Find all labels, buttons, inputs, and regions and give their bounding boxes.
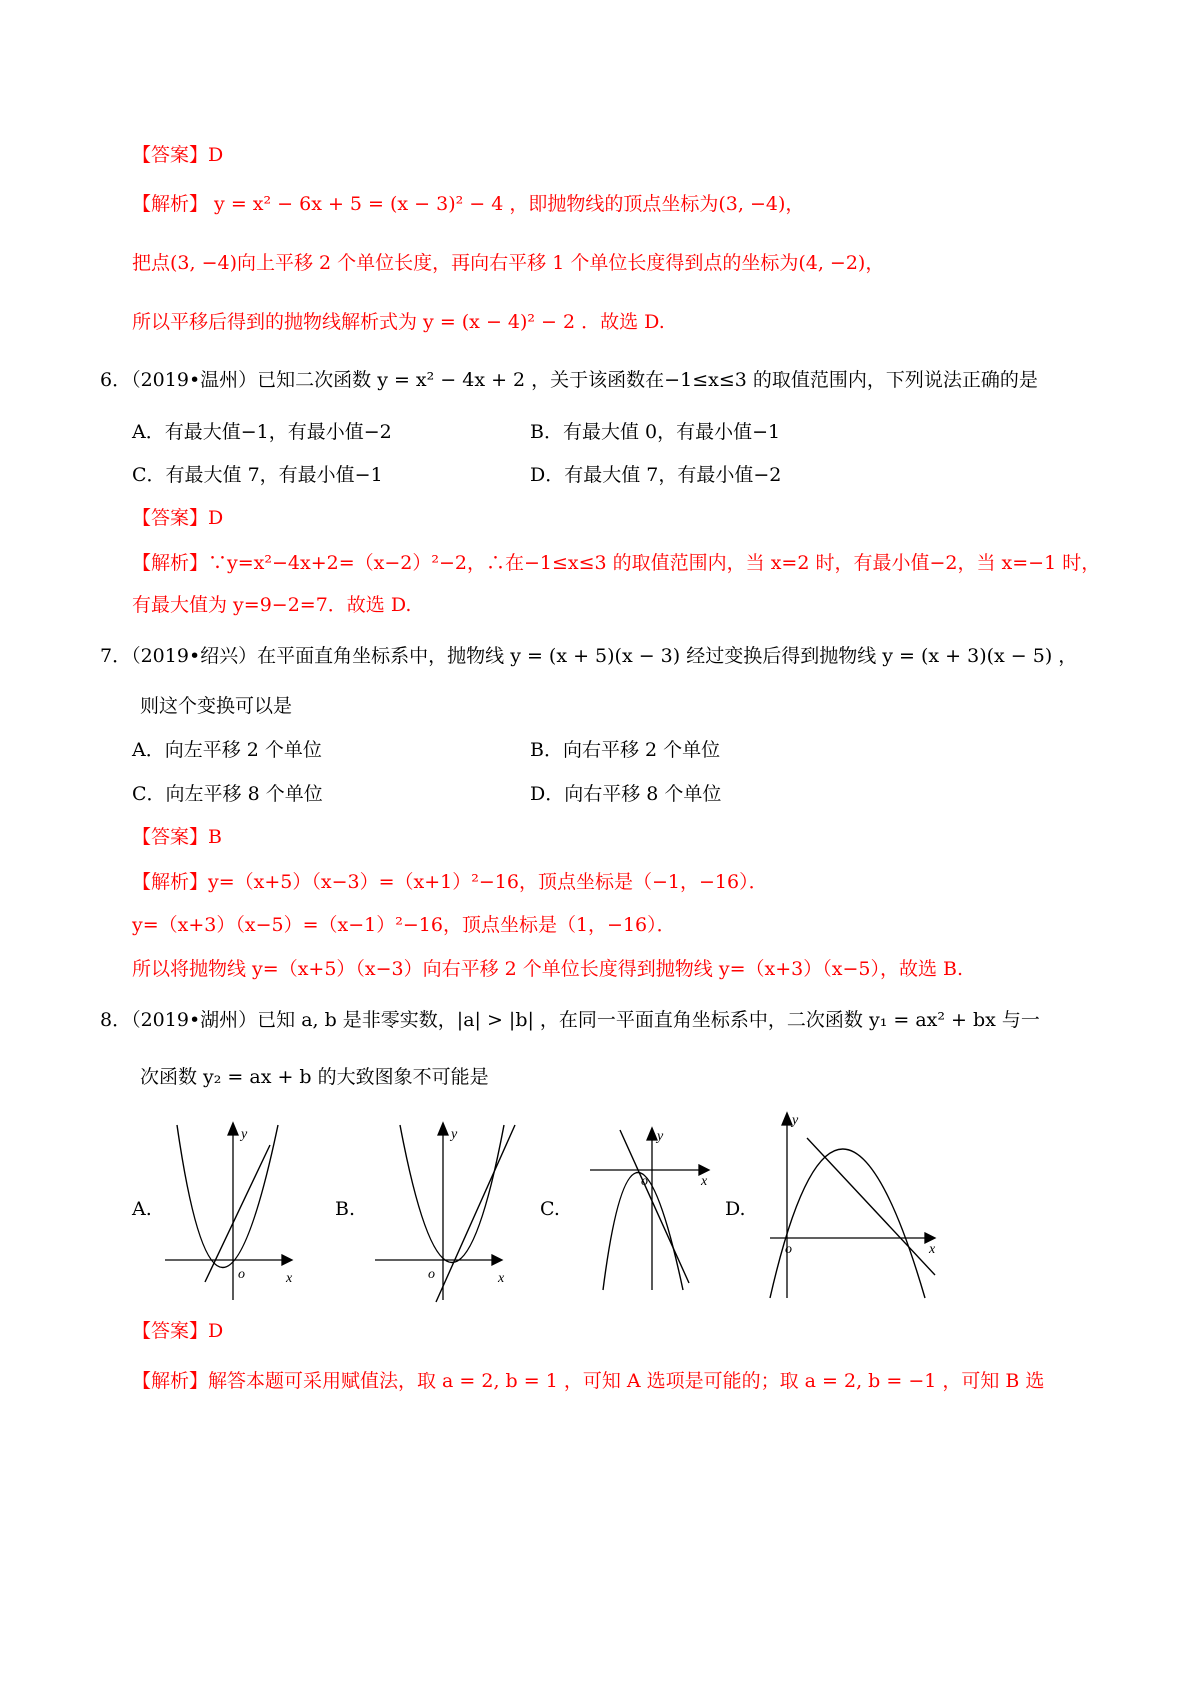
figure-c-label: C. <box>540 1198 560 1220</box>
q7-explain-line-2: y=（x+3）（x−5）=（x−1）²−16，顶点坐标是（1，−16）． <box>132 914 676 936</box>
figure-c-x-label: x <box>701 1174 708 1189</box>
q7-stem-line-2: 则这个变换可以是 <box>140 695 293 717</box>
q6-option-b: B．有最大值 0，有最小值−1 <box>530 421 781 443</box>
figure-b-graph <box>370 1120 525 1305</box>
figure-c-y-label: y <box>657 1129 664 1144</box>
figure-a-graph <box>160 1120 310 1305</box>
q6-stem: 6．（2019•温州）已知二次函数 y = x² − 4x + 2 ，关于该函数在−1≤x≤3 的取值范围内，下列说法正确的是 <box>100 369 1038 391</box>
figure-a-label: A. <box>132 1198 152 1220</box>
figure-c-graph <box>585 1125 720 1295</box>
figure-c-parabola <box>603 1173 683 1291</box>
q6-answer: 【答案】D <box>132 507 224 529</box>
q6-option-d: D．有最大值 7，有最小值−2 <box>530 464 782 486</box>
figure-d-x-label: x <box>929 1242 936 1257</box>
q7-option-a: A．向左平移 2 个单位 <box>132 739 322 761</box>
q8-explain-line-1: 【解析】解答本题可采用赋值法，取 a = 2, b = 1 ，可知 A 选项是可能的；取 a = 2, b = −1 ，可知 B 选 <box>132 1370 1045 1392</box>
figure-d-graph <box>765 1110 945 1300</box>
figure-c-x-axis <box>590 1165 709 1175</box>
figure-b-y-label: y <box>451 1127 458 1142</box>
q8-stem-line-2: 次函数 y₂ = ax + b 的大致图象不可能是 <box>140 1066 489 1088</box>
q7-option-b: B．向右平移 2 个单位 <box>530 739 721 761</box>
figure-d-x-axis <box>770 1233 935 1243</box>
figure-a-parabola <box>177 1125 278 1268</box>
figure-a-y-axis <box>228 1123 238 1300</box>
figure-b-origin-label: o <box>428 1267 435 1282</box>
figure-a-origin-label: o <box>238 1267 245 1282</box>
figure-c-line <box>620 1130 689 1283</box>
figure-d-y-axis <box>782 1113 792 1298</box>
figure-a-x-axis <box>165 1255 292 1265</box>
figure-d-origin-label: o <box>785 1242 792 1257</box>
figure-d-line <box>807 1138 935 1275</box>
figure-d-y-label: y <box>792 1113 799 1128</box>
q7-option-d: D．向右平移 8 个单位 <box>530 783 722 805</box>
q5-explain-line-1: 【解析】 y = x² − 6x + 5 = (x − 3)² − 4 ，即抛物线的顶点坐标为(3, −4)， <box>132 193 805 215</box>
q7-explain-line-1: 【解析】y=（x+5）（x−3）=（x+1）²−16，顶点坐标是（−1，−16）． <box>132 871 768 893</box>
figure-a-line <box>205 1145 270 1282</box>
q6-option-c: C．有最大值 7，有最小值−1 <box>132 464 383 486</box>
q7-explain-line-3: 所以将抛物线 y=（x+5）（x−3）向右平移 2 个单位长度得到抛物线 y=（x+3）（x−5），故选 B. <box>132 958 963 980</box>
figure-b-y-axis <box>438 1123 448 1300</box>
figure-b-x-label: x <box>498 1271 505 1286</box>
q6-explain-line-1: 【解析】∵y=x²−4x+2=（x−2）²−2，∴在−1≤x≤3 的取值范围内，当 x=2 时，有最小值−2，当 x=−1 时， <box>132 552 1101 574</box>
q8-answer: 【答案】D <box>132 1320 224 1342</box>
q8-stem-line-1: 8．（2019•湖州）已知 a, b 是非零实数，|a| > |b| ，在同一平面直角坐标系中，二次函数 y₁ = ax² + bx 与一 <box>100 1009 1040 1031</box>
figure-b-label: B. <box>335 1198 356 1220</box>
q5-answer: 【答案】D <box>132 144 224 166</box>
q6-explain-line-2: 有最大值为 y=9−2=7．故选 D. <box>132 594 412 616</box>
figure-d-parabola <box>770 1149 925 1298</box>
q6-option-a: A．有最大值−1，有最小值−2 <box>132 421 392 443</box>
q7-stem-line-1: 7．（2019•绍兴）在平面直角坐标系中，抛物线 y = (x + 5)(x − 3) 经过变换后得到抛物线 y = (x + 3)(x − 5) ， <box>100 645 1078 667</box>
q5-explain-line-3: 所以平移后得到的抛物线解析式为 y = (x − 4)² − 2 ．故选 D. <box>132 311 665 333</box>
figure-b-parabola <box>400 1125 504 1263</box>
figure-b-x-axis <box>375 1255 502 1265</box>
figure-a-y-label: y <box>241 1127 248 1142</box>
q5-explain-line-2: 把点(3, −4)向上平移 2 个单位长度，再向右平移 1 个单位长度得到点的坐标为(4, −2)， <box>132 252 885 274</box>
figure-a-x-label: x <box>286 1271 293 1286</box>
q7-option-c: C．向左平移 8 个单位 <box>132 783 323 805</box>
figure-c-origin-label: o <box>641 1174 648 1189</box>
figure-d-label: D. <box>725 1198 746 1220</box>
q7-answer: 【答案】B <box>132 826 222 848</box>
